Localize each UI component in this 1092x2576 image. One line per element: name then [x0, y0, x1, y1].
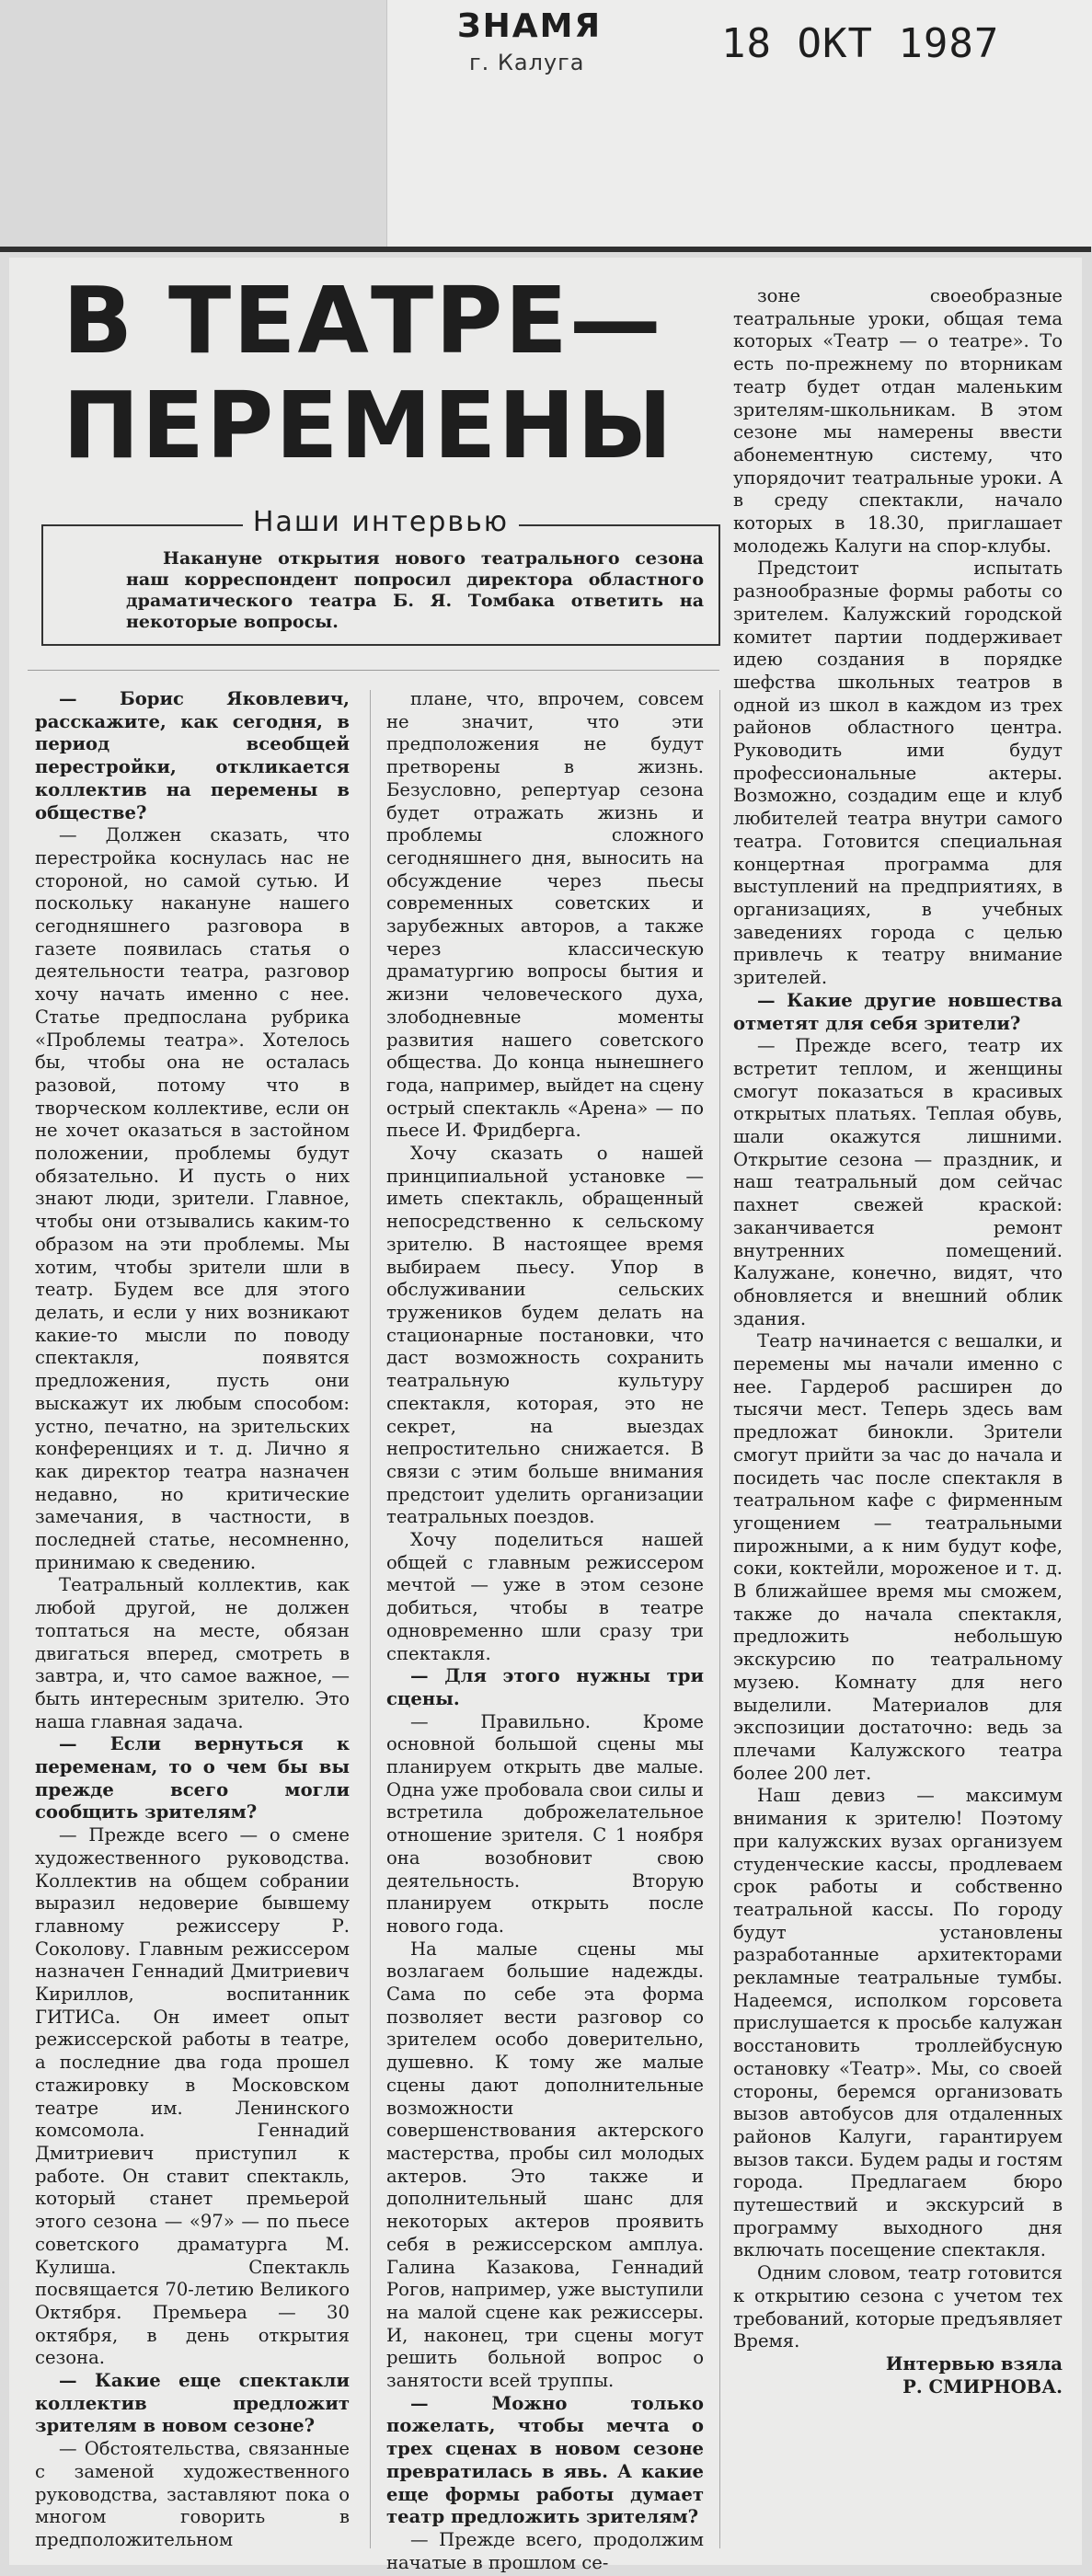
- lead-paragraph: Накануне открытия нового театрального сезона наш корреспондент попросил директора областного драматического театра Б. Я. Томбака ответить на некоторые вопросы.: [126, 548, 704, 632]
- interview-answer: — Прежде всего — о смене художественного руководства. Коллектив на общем собрании выразил недоверие бывшему главному режиссеру Р. Соколову. Главным режиссером назначен Геннадий Дмитриевич Кириллов, воспитанник ГИТИСа. Он имеет опыт режиссерской работы в театре, а последние два года прошел стажировку в Московском театре им. Ленинского комсомола. Геннадий Дмитриевич приступил к работе. Он ставит спектакль, который станет премьерой этого сезона — «97» — по пьесе советского драматурга М. Кулиша. Спектакль посвящается 70-летию Великого Октября. Премьера — 30 октября, в день открытия сезона.: [35, 1824, 350, 2369]
- interview-answer: — Прежде всего, продолжим начатые в прошлом се-: [386, 2528, 704, 2573]
- lead-box: [41, 526, 720, 646]
- text-column-1: [35, 688, 350, 2552]
- interview-question: — Какие еще спектакли коллектив предложит зрителям в новом сезоне?: [35, 2370, 350, 2437]
- top-rule: [0, 247, 1091, 252]
- interview-question: — Какие другие новшества отметят для себя зрители?: [733, 989, 1063, 1034]
- newspaper-name-stamp: ЗНАМЯ: [457, 7, 603, 45]
- interview-question: — Можно только пожелать, чтобы мечта о трех сценах в новом сезоне превратилась в явь. А какие еще формы работы думает театр предложить зрителям?: [386, 2392, 704, 2528]
- byline: Интервью взяла: [885, 2352, 1063, 2375]
- interview-answer: — Прежде всего, театр их встретит теплом, и женщины смогут показаться в красивых открытых платьях. Теплая обувь, шали окажутся лишними. Открытие сезона — праздник, и наш театральный дом сейчас пахнет свежей краской: заканчивается ремонт внутренних помещений. Калужане, конечно, видят, что обновляется и внешний облик здания.: [733, 1035, 1063, 1329]
- byline: Р. СМИРНОВА.: [902, 2375, 1063, 2398]
- column-divider: [719, 690, 720, 2548]
- interview-answer: Театр начинается с вешалки, и перемены мы начали именно с нее. Гардероб расширен до тысячи мест. Теперь здесь вам предложат бинокли. Зрители смогут прийти за час до начала и посидеть час после спектакля в театральном кафе с фирменным угощением — театральными пирожными, а к ним будут кофе, соки, коктейли, мороженое и т. д. В ближайшее время мы сможем, также до начала спектакля, предложить небольшую экскурсию по театральному музею. Комнату для него выделили. Материалов для экспозиции достаточно: ведь за плечами Калужского театра более 200 лет.: [733, 1330, 1063, 1784]
- headline: [63, 269, 707, 478]
- interview-answer: Хочу поделиться нашей общей с главным режиссером мечтой — уже в этом сезоне добиться, чтобы в театре одновременно шли сразу три спектакля.: [386, 1529, 704, 1664]
- interview-answer: На малые сцены мы возлагаем большие надежды. Сама по себе эта форма позволяет вести разговор со зрителем особо доверительно, душевно. К тому же малые сцены дают дополнительные возможности совершенствования актерского мастерства, пробы сил молодых актеров. Это также и дополнительный шанс для некоторых актеров проявить себя в режиссерском амплуа. Галина Казакова, Геннадий Рогов, например, уже выступили на малой сцене как режиссеры. И, наконец, три сцены могут решить больной вопрос о занятости всей труппы.: [386, 1938, 704, 2392]
- interview-answer: Одним словом, театр готовится к открытию сезона с учетом тех требований, которые предъявляет Время.: [733, 2262, 1063, 2352]
- interview-answer: Хочу сказать о нашей принципиальной установке — иметь спектакль, обращенный непосредственно к сельскому зрителю. В настоящее время выбираем пьесу. Упор в обслуживании сельских тружеников будем делать на стационарные постановки, что даст возможность сохранить театральную культуру спектакля, которая, это не секрет, на выездах непростительно снижается. В связи с этим больше внимания предстоит уделить организации театральных поездов.: [386, 1143, 704, 1528]
- column-divider: [370, 690, 371, 2548]
- interview-answer: Театральный коллектив, как любой другой, не должен топтаться на месте, обязан двигаться вперед, смотреть в завтра, и, что самое важное, — быть интересным зрителю. Это наша главная задача.: [35, 1574, 350, 1732]
- text-column-3: [733, 285, 1063, 2556]
- text-column-2: [386, 688, 704, 2573]
- interview-answer: — Должен сказать, что перестройка коснулась нас не стороной, но самой сутью. И поскольку накануне нашего сегодняшнего разговора в газете появилась статья о деятельности театра, разговор хочу начать именно с нее. Статье предпослана рубрика «Проблемы театра». Хотелось бы, чтобы она не осталась разовой, потому что в творческом коллективе, если он не хочет оказаться в застойном положении, проблемы будут обязательно. И пусть о них знают люди, зрители. Главное, чтобы они отзывались каким-то образом на эти проблемы. Мы хотим, чтобы зрители шли в театр. Будем все для этого делать, и если у них возникают какие-то мысли по поводу спектакля, появятся предложения, пусть они выскажут их любым способом: устно, печатно, на зрительских конференциях и т. д. Лично я как директор театра назначен недавно, но критические замечания, в частности, в последней статье, несомненно, принимаю к сведению.: [35, 824, 350, 1573]
- newspaper-city-stamp: г. Калуга: [469, 50, 585, 75]
- headline-line: В ТЕАТРЕ—: [63, 267, 663, 374]
- headline-divider: [28, 670, 719, 671]
- interview-answer: зоне своеобразные театральные уроки, общая тема которых «Театр — о театре». То есть по-прежнему по вторникам театр будет отдан маленьким зрителям-школьникам. В этом сезоне мы намерены ввести абонементную систему, что упорядочит театральные уроки. А в среду спектакли, начало которых в 18.30, приглашает молодежь Калуги на спор-клубы.: [733, 285, 1063, 557]
- interview-answer: Предстоит испытать разнообразные формы работы со зрителем. Калужский городской комитет партии поддерживает идею создания в порядке шефства школьных театров в одной из школ в каждом из трех районов областного центра. Руководить ими будут профессиональные актеры. Возможно, создадим еще и клуб любителей театра внутри самого театра. Готовится специальная концертная программа для выступлений на предприятиях, в организациях, в учебных заведениях города с целью привлечь к театру внимание зрителей.: [733, 558, 1063, 989]
- interview-question: — Борис Яковлевич, расскажите, как сегодня, в период всеобщей перестройки, откликается коллектив на перемены в обществе?: [35, 688, 350, 823]
- interview-answer: Наш девиз — максимум внимания к зрителю! Поэтому при калужских вузах организуем студенческие кассы, продлеваем срок работы и собственно театральной кассы. По городу будут установлены разработанные архитекторами рекламные театральные тумбы. Надеемся, исполком горсовета прислушается к просьбе калужан восстановить троллейбусную остановку «Театр». Мы, со своей стороны, беремся организовать вызов автобусов для отдаленных районов Калуги, гарантируем вызов такси. Будем рады и гостям города. Предлагаем бюро путешествий и экскурсий в программу выходного дня включать посещение спектакля.: [733, 1785, 1063, 2261]
- interview-answer: плане, что, впрочем, совсем не значит, что эти предположения не будут претворены в жизнь. Безусловно, репертуар сезона будет отражать жизнь и проблемы сложного сегодняшнего дня, выносить на обсуждение через пьесы современных советских и зарубежных авторов, а также через классическую драматургию вопросы бытия и жизни человеческого духа, злободневные моменты развития нашего советского общества. До конца нынешнего года, например, выйдет на сцену острый спектакль «Арена» — по пьесе И. Фридберга.: [386, 688, 704, 1142]
- rubric-label: Наши интервью: [243, 506, 519, 538]
- interview-question: — Для этого нужны три сцены.: [386, 1665, 704, 1709]
- date-stamp: 18 ОКТ 1987: [721, 20, 1000, 67]
- headline-line: ПЕРЕМЕНЫ: [63, 372, 674, 479]
- interview-answer: — Правильно. Кроме основной большой сцены мы планируем открыть две малые. Одна уже пробовала свои силы и встретила доброжелательное отношение зрителя. С 1 ноября она возобновит свою деятельность. Вторую планируем открыть после нового года.: [386, 1710, 704, 1937]
- interview-answer: — Обстоятельства, связанные с заменой художественного руководства, заставляют пока о многом говорить в предположительном: [35, 2438, 350, 2550]
- interview-question: — Если вернуться к переменам, то о чем бы вы прежде всего могли сообщить зрителям?: [35, 1733, 350, 1823]
- article: [9, 258, 1082, 2573]
